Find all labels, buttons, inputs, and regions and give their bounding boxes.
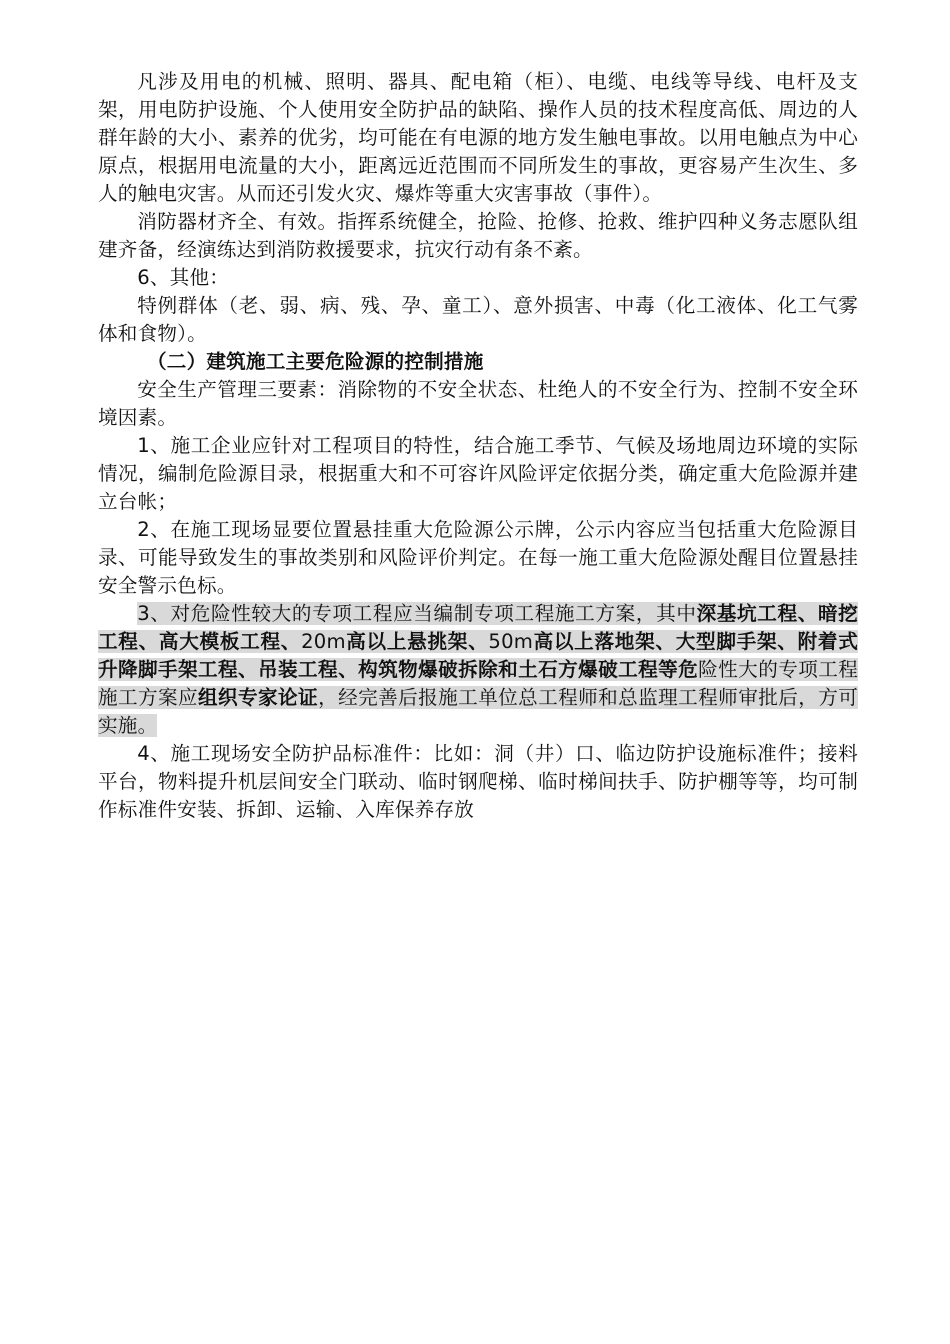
section-heading: （二）建筑施工主要危险源的控制措施: [147, 350, 484, 373]
item-3-bold-projects: 深基坑工程、暗挖工程、高大模板工程、: [98, 602, 858, 653]
item-3-plan-requirement: 险性大的专项工程施工方案应: [98, 658, 859, 709]
item-3-height-50m: 50m: [488, 630, 534, 653]
item-3-approval: ，经完善后报施工单位总工程师和总监理工程师审批后，方可实施。: [98, 686, 859, 737]
paragraph-item-3: [98, 600, 858, 740]
paragraph-item-6: 6、其他：: [137, 266, 230, 289]
document-page: [98, 68, 858, 824]
item-3-bold-scaffolds: 高以上落地架、大型脚手架、附着式升降脚手架工程、吊装工程、构筑物爆破拆除和土石方爆破工程等危: [98, 630, 859, 681]
item-3-expert-review: 组织专家论证: [198, 686, 319, 709]
item-3-intro: 3、对危险性较大的专项工程应当编制专项工程施工方案，其中: [137, 602, 697, 625]
paragraph-three-elements: 安全生产管理三要素：消除物的不安全状态、杜绝人的不安全行为、控制不安全环境因素。: [98, 378, 858, 429]
paragraph-fire-equipment: 消防器材齐全、有效。指挥系统健全，抢险、抢修、抢救、维护四种义务志愿队组建齐备，经演练达到消防救援要求，抗灾行动有条不紊。: [98, 210, 858, 261]
item-3-cantilever: 高以上悬挑架、: [345, 630, 489, 653]
paragraph-special-groups: 特例群体（老、弱、病、残、孕、童工）、意外损害、中毒（化工液体、化工气雾体和食物）。: [98, 294, 858, 345]
paragraph-electrical-hazards: 凡涉及用电的机械、照明、器具、配电箱（柜）、电缆、电线等导线、电杆及支架，用电防护设施、个人使用安全防护品的缺陷、操作人员的技术程度高低、周边的人群年龄的大小、素养的优劣，均可能在有电源的地方发生触电事故。以用电触点为中心原点，根据用电流量的大小，距离远近范围而不同所发生的事故，更容易产生次生、多人的触电灾害。从而还引发火灾、爆炸等重大灾害事故（事件）。: [98, 70, 858, 205]
paragraph-item-4: 4、施工现场安全防护品标准件：比如：洞（井）口、临边防护设施标准件；接料平台，物料提升机层间安全门联动、临时钢爬梯、临时梯间扶手、防护棚等等，均可制作标准件安装、拆卸、运输、入库保养存放: [98, 742, 858, 821]
paragraph-item-2: 2、在施工现场显要位置悬挂重大危险源公示牌，公示内容应当包括重大危险源目录、可能导致发生的事故类别和风险评价判定。在每一施工重大危险源处醒目位置悬挂安全警示色标。: [98, 518, 858, 597]
item-3-height-20m: 20m: [301, 630, 346, 653]
paragraph-item-1: 1、施工企业应针对工程项目的特性，结合施工季节、气候及场地周边环境的实际情况，编制危险源目录，根据重大和不可容许风险评定依据分类，确定重大危险源并建立台帐；: [98, 434, 858, 513]
